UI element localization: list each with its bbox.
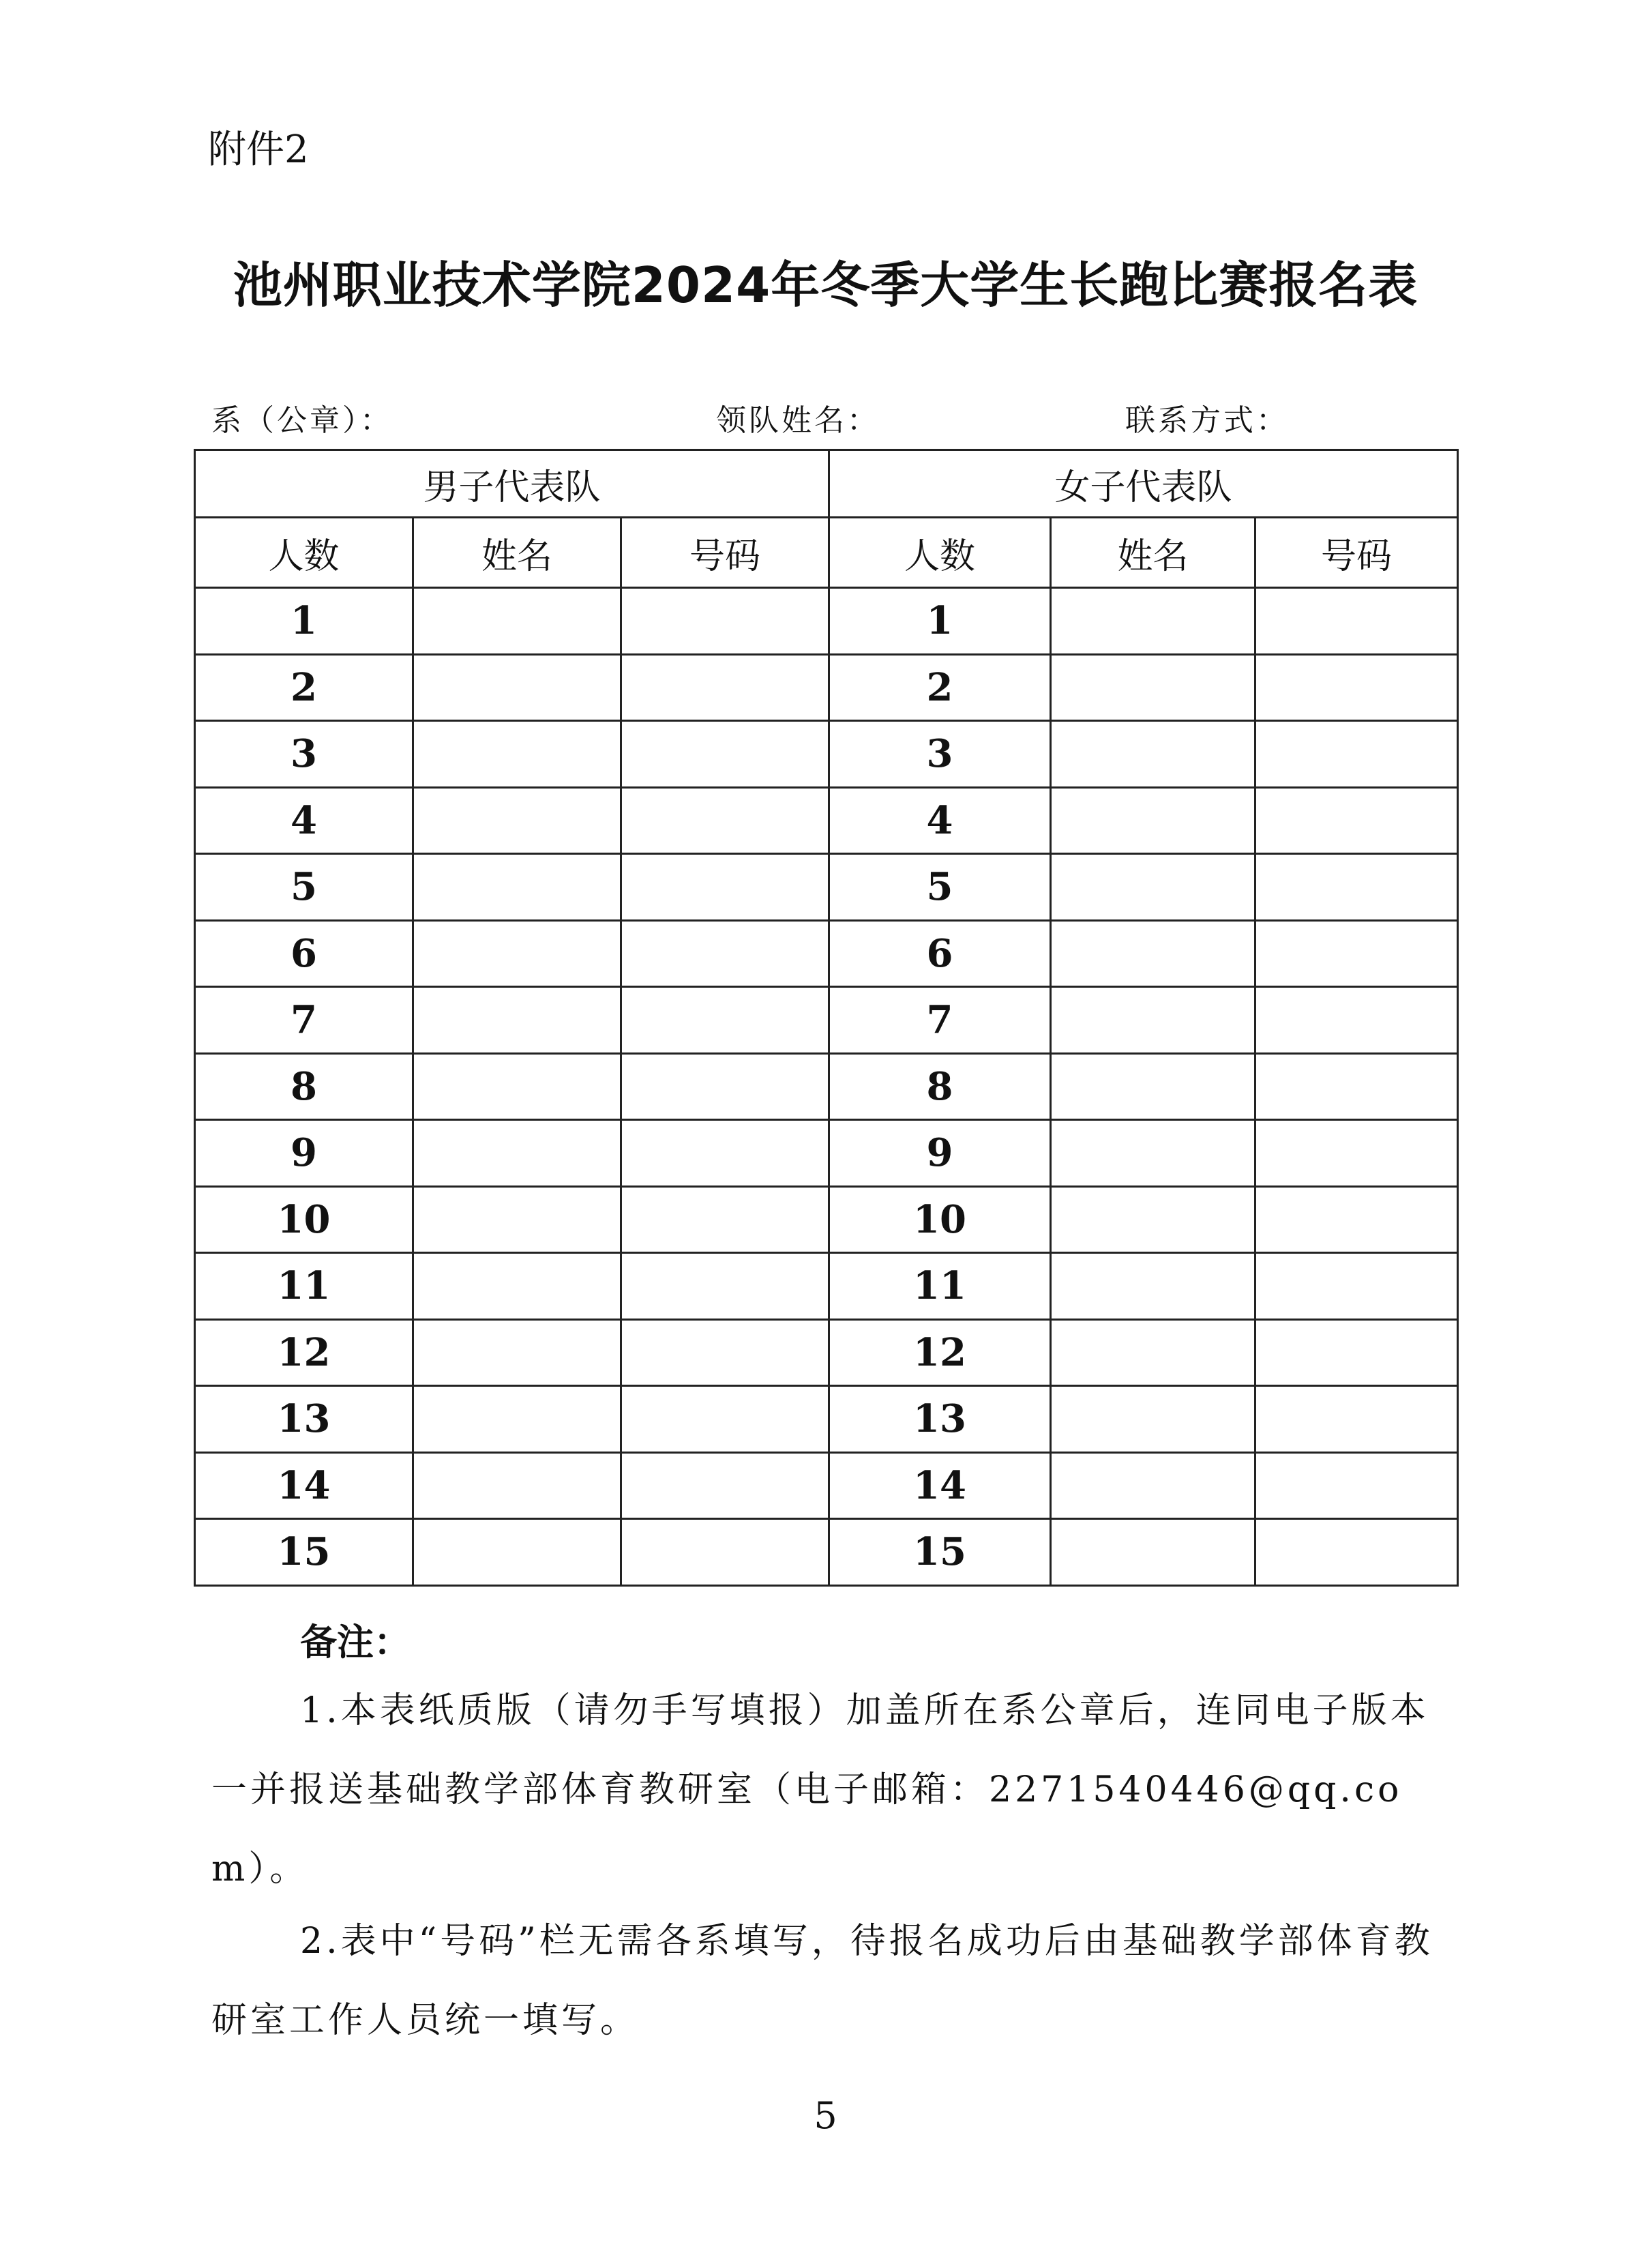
female-number-header: 号码: [1255, 518, 1458, 588]
male-bib-cell: [621, 1120, 829, 1187]
male-row-number: 12: [195, 1319, 413, 1386]
male-bib-cell: [621, 1053, 829, 1120]
male-bib-cell: [621, 1319, 829, 1386]
female-row-number: 3: [829, 721, 1051, 788]
female-name-cell: [1051, 1053, 1255, 1120]
table-row: [195, 1452, 1458, 1519]
column-header-row: [195, 518, 1458, 588]
female-row-number: 15: [829, 1519, 1051, 1586]
team-leader-label: 领队姓名：: [716, 403, 880, 438]
table-row: [195, 1120, 1458, 1187]
female-row-number: 9: [829, 1120, 1051, 1187]
form-title: 池州职业技术学院2024年冬季大学生长跑比赛报名表: [233, 256, 1418, 314]
female-bib-cell: [1255, 854, 1458, 921]
male-row-number: 7: [195, 987, 413, 1054]
male-row-number: 1: [195, 588, 413, 655]
female-row-number: 6: [829, 920, 1051, 987]
female-name-cell: [1051, 1519, 1255, 1586]
male-row-number: 3: [195, 721, 413, 788]
male-bib-cell: [621, 1519, 829, 1586]
male-name-cell: [413, 920, 621, 987]
male-name-cell: [413, 1519, 621, 1586]
male-bib-cell: [621, 920, 829, 987]
female-bib-cell: [1255, 654, 1458, 721]
male-row-number: 2: [195, 654, 413, 721]
female-bib-cell: [1255, 1386, 1458, 1453]
female-name-cell: [1051, 1386, 1255, 1453]
table-row: [195, 721, 1458, 788]
table-row: [195, 1386, 1458, 1453]
table-row: [195, 1186, 1458, 1253]
male-team-header: 男子代表队: [195, 450, 829, 518]
contact-label: 联系方式：: [1125, 403, 1289, 438]
female-name-cell: [1051, 1186, 1255, 1253]
male-row-number: 6: [195, 920, 413, 987]
table-row: [195, 588, 1458, 655]
table-row: [195, 920, 1458, 987]
male-number-header: 号码: [621, 518, 829, 588]
female-row-number: 11: [829, 1253, 1051, 1320]
female-name-cell: [1051, 920, 1255, 987]
female-name-cell: [1051, 654, 1255, 721]
female-row-number: 8: [829, 1053, 1051, 1120]
female-row-number: 12: [829, 1319, 1051, 1386]
table-row: [195, 1253, 1458, 1320]
male-name-cell: [413, 1186, 621, 1253]
female-row-number: 10: [829, 1186, 1051, 1253]
male-bib-cell: [621, 588, 829, 655]
female-row-number: 7: [829, 987, 1051, 1054]
male-row-number: 10: [195, 1186, 413, 1253]
female-row-number: 5: [829, 854, 1051, 921]
female-name-cell: [1051, 1253, 1255, 1320]
female-bib-cell: [1255, 987, 1458, 1054]
table-row: [195, 1519, 1458, 1586]
male-row-number: 11: [195, 1253, 413, 1320]
male-name-cell: [413, 1120, 621, 1187]
female-bib-cell: [1255, 920, 1458, 987]
male-row-number: 4: [195, 787, 413, 854]
male-name-cell: [413, 588, 621, 655]
female-name-cell: [1051, 987, 1255, 1054]
female-name-cell: [1051, 787, 1255, 854]
female-name-header: 姓名: [1051, 518, 1255, 588]
male-row-number: 5: [195, 854, 413, 921]
male-row-number: 9: [195, 1120, 413, 1187]
female-name-cell: [1051, 588, 1255, 655]
department-label: 系（公章）：: [211, 403, 393, 438]
male-bib-cell: [621, 787, 829, 854]
table-row: [195, 1319, 1458, 1386]
female-bib-cell: [1255, 588, 1458, 655]
female-name-cell: [1051, 721, 1255, 788]
female-row-number: 4: [829, 787, 1051, 854]
female-row-number: 13: [829, 1386, 1051, 1453]
male-bib-cell: [621, 854, 829, 921]
male-count-header: 人数: [195, 518, 413, 588]
table-row: [195, 1053, 1458, 1120]
male-bib-cell: [621, 987, 829, 1054]
female-bib-cell: [1255, 1053, 1458, 1120]
female-row-number: 14: [829, 1452, 1051, 1519]
male-bib-cell: [621, 721, 829, 788]
male-name-cell: [413, 721, 621, 788]
male-bib-cell: [621, 1386, 829, 1453]
remarks-title: 备注：: [300, 1621, 411, 1664]
male-name-cell: [413, 987, 621, 1054]
female-team-header: 女子代表队: [829, 450, 1458, 518]
male-name-cell: [413, 1319, 621, 1386]
attachment-label: 附件2: [208, 128, 309, 172]
female-count-header: 人数: [829, 518, 1051, 588]
table-row: [195, 987, 1458, 1054]
male-name-cell: [413, 1053, 621, 1120]
table-row: [195, 787, 1458, 854]
table-row: [195, 854, 1458, 921]
remark-item-1: 1.本表纸质版（请勿手写填报）加盖所在系公章后，连同电子版本一并报送基础教学部体育教研室（电子邮箱：2271540446@qq.com）。: [211, 1690, 1429, 1889]
male-bib-cell: [621, 654, 829, 721]
female-bib-cell: [1255, 1120, 1458, 1187]
page-number: 5: [814, 2094, 837, 2137]
male-name-cell: [413, 1253, 621, 1320]
registration-table: [194, 449, 1459, 1587]
male-name-cell: [413, 654, 621, 721]
male-bib-cell: [621, 1186, 829, 1253]
female-bib-cell: [1255, 1186, 1458, 1253]
male-row-number: 8: [195, 1053, 413, 1120]
female-row-number: 1: [829, 588, 1051, 655]
female-bib-cell: [1255, 1319, 1458, 1386]
male-name-header: 姓名: [413, 518, 621, 588]
male-name-cell: [413, 787, 621, 854]
male-row-number: 14: [195, 1452, 413, 1519]
male-name-cell: [413, 1386, 621, 1453]
male-bib-cell: [621, 1253, 829, 1320]
female-bib-cell: [1255, 1452, 1458, 1519]
female-bib-cell: [1255, 721, 1458, 788]
female-bib-cell: [1255, 787, 1458, 854]
female-name-cell: [1051, 1319, 1255, 1386]
female-row-number: 2: [829, 654, 1051, 721]
table-row: [195, 654, 1458, 721]
team-header-row: [195, 450, 1458, 518]
male-bib-cell: [621, 1452, 829, 1519]
male-row-number: 15: [195, 1519, 413, 1586]
female-name-cell: [1051, 854, 1255, 921]
male-row-number: 13: [195, 1386, 413, 1453]
remark-item-2: 2.表中“号码”栏无需各系填写，待报名成功后由基础教学部体育教研室工作人员统一填写。: [211, 1921, 1433, 2041]
female-bib-cell: [1255, 1519, 1458, 1586]
male-name-cell: [413, 854, 621, 921]
female-bib-cell: [1255, 1253, 1458, 1320]
female-name-cell: [1051, 1120, 1255, 1187]
female-name-cell: [1051, 1452, 1255, 1519]
male-name-cell: [413, 1452, 621, 1519]
